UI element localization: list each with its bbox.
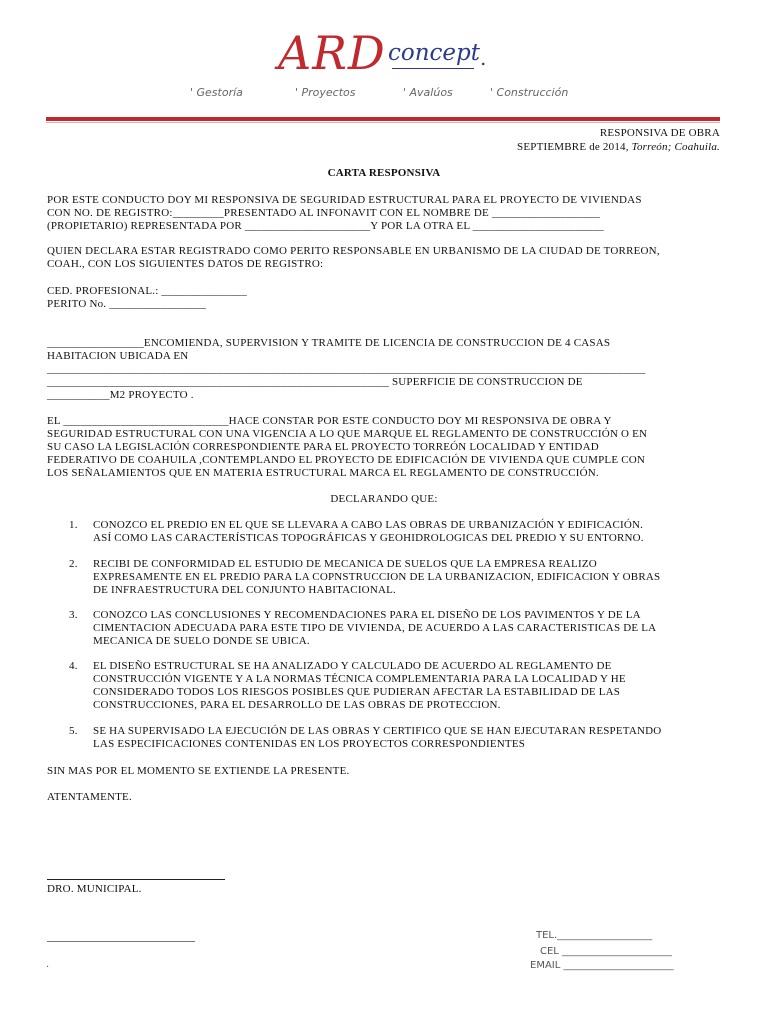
- list-line: EXPRESAMENTE EN EL PREDIO PARA LA COPNSTRUCCION DE LA URBANIZACION, EDIFICACION Y OBRAS: [93, 571, 661, 583]
- constar-line-5: LOS SEÑALAMIENTOS QUE EN MATERIA ESTRUCTURAL MARCA EL REGLAMENTO DE CONSTRUCCIÓN.: [47, 467, 599, 479]
- list-text: [93, 519, 720, 545]
- list-line: CONSTRUCCIONES, PARA EL DESARROLLO DE LAS OBRAS DE PROTECCION.: [93, 699, 501, 711]
- list-line: EL DISEÑO ESTRUCTURAL SE HA ANALIZADO Y CALCULADO DE ACUERDO AL REGLAMENTO DE: [93, 660, 612, 672]
- list-line: CONOZCO EL PREDIO EN EL QUE SE LLEVARA A CABO LAS OBRAS DE URBANIZACIÓN Y EDIFICACIÓN.: [93, 519, 644, 531]
- list-text: [93, 660, 720, 712]
- list-number: 5.: [69, 725, 78, 737]
- footer-email: EMAIL ______________________: [530, 960, 674, 971]
- list-line: CIMENTACION ADECUADA PARA ESTE TIPO DE VIVIENDA, DE ACUERDO A LAS CARACTERISTICAS DE LA: [93, 622, 657, 634]
- list-line: CONOZCO LAS CONCLUSIONES Y RECOMENDACIONES PARA EL DISEÑO DE LOS PAVIMENTOS Y DE LA: [93, 609, 641, 621]
- encomienda-line-1: _________________ENCOMIENDA, SUPERVISION Y TRAMITE DE LICENCIA DE CONSTRUCCION DE 4 CASAS: [47, 337, 611, 349]
- declarando-heading: DECLARANDO QUE:: [330, 493, 438, 505]
- list-line: DE INFRAESTRUCTURA DEL CONJUNTO HABITACIONAL.: [93, 584, 396, 596]
- doc-type: RESPONSIVA DE OBRA: [599, 127, 720, 139]
- service-proyectos: ' Proyectos: [295, 86, 356, 99]
- closing-text: SIN MAS POR EL MOMENTO SE EXTIENDE LA PRESENTE.: [47, 765, 350, 777]
- logo-underline: [392, 68, 474, 69]
- declara-line-2: COAH., CON LOS SIGUIENTES DATOS DE REGISTRO:: [47, 258, 324, 270]
- encomienda-line-3: _________________________________________________________________________________________________________: [47, 363, 646, 375]
- logo-ard: ARD: [278, 26, 386, 80]
- encomienda-line-4: ____________________________________________________________ SUPERFICIE DE CONSTRUCCION DE: [47, 376, 583, 388]
- list-text: [93, 558, 720, 597]
- constar-line-2: SEGURIDAD ESTRUCTURAL CON UNA VIGENCIA A LO QUE MARQUE EL REGLAMENTO DE CONSTRUCCIÓN O EN: [47, 428, 648, 440]
- list-line: MECANICA DE SUELO DONDE SE UBICA.: [93, 635, 310, 647]
- services-bar: [0, 86, 768, 102]
- signature-line: [47, 879, 225, 880]
- service-construccion: ' Construcción: [490, 86, 569, 99]
- footer-tel: TEL.___________________: [536, 930, 653, 941]
- constar-line-4: FEDERATIVO DE COAHUILA ,CONTEMPLANDO EL PROYECTO DE EDIFICACIÓN DE VIVIENDA QUE CUMPLE CON: [47, 454, 646, 466]
- intro-line-2: CON NO. DE REGISTRO:_________PRESENTADO AL INFONAVIT CON EL NOMBRE DE ___________________: [47, 207, 601, 219]
- declara-line-1: QUIEN DECLARA ESTAR REGISTRADO COMO PERITO RESPONSABLE EN URBANISMO DE LA CIUDAD DE TORREON,: [47, 245, 660, 257]
- list-line: ASÍ COMO LAS CARACTERÍSTICAS TOPOGRÁFICAS Y GEOHIDROLOGICAS DEL PREDIO Y SU ENTORNO.: [93, 532, 644, 544]
- list-line: LAS ESPECIFICACIONES CONTENIDAS EN LOS PROYECTOS CORRESPONDIENTES: [93, 738, 526, 750]
- doc-place: Torreón; Coahuila.: [631, 141, 720, 153]
- list-line: RECIBI DE CONFORMIDAD EL ESTUDIO DE MECANICA DE SUELOS QUE LA EMPRESA REALIZO: [93, 558, 597, 570]
- ced-profesional: CED. PROFESIONAL.: _______________: [47, 285, 247, 297]
- encomienda-line-5: ___________M2 PROYECTO .: [47, 389, 194, 401]
- list-number: 1.: [69, 519, 78, 531]
- list-line: CONSIDERADO TODOS LOS RIESGOS POSIBLES QUE PUDIERAN AFECTAR LA ESTABILIDAD DE LAS: [93, 686, 621, 698]
- logo-dot: .: [480, 46, 487, 70]
- doc-date-text: SEPTIEMBRE de 2014,: [517, 141, 632, 153]
- constar-line-3: SU CASO LA LEGISLACIÓN CORRESPONDIENTE PARA EL PROYECTO TORREÓN LOCALIDAD Y ENTIDAD: [47, 441, 599, 453]
- list-text: [93, 609, 720, 648]
- intro-line-1: POR ESTE CONDUCTO DOY MI RESPONSIVA DE SEGURIDAD ESTRUCTURAL PARA EL PROYECTO DE VIVIENDAS: [47, 194, 642, 206]
- list-number: 3.: [69, 609, 78, 621]
- footer-dot: .: [46, 959, 50, 970]
- list-text: [93, 725, 720, 751]
- signature-title: DRO. MUNICIPAL.: [47, 883, 142, 895]
- service-gestoria: ' Gestoría: [190, 86, 243, 99]
- footer-line-left: [47, 941, 195, 942]
- list-line: SE HA SUPERVISADO LA EJECUCIÓN DE LAS OBRAS Y CERTIFICO QUE SE HAN EJECUTARAN RESPETANDO: [93, 725, 662, 737]
- header-rule: [46, 117, 720, 121]
- doc-date: [517, 141, 720, 154]
- perito-no: PERITO No. _________________: [47, 298, 207, 310]
- list-number: 2.: [69, 558, 78, 570]
- service-avaluos: ' Avalúos: [403, 86, 453, 99]
- header-rule-shadow: [46, 122, 720, 123]
- encomienda-line-2: HABITACION UBICADA EN: [47, 350, 189, 362]
- page-title: CARTA RESPONSIVA: [327, 167, 441, 179]
- list-line: CONSTRUCCIÓN VIGENTE Y A LA NORMAS TÉCNICA COMPLEMENTARIA PARA LA LOCALIDAD Y HE: [93, 673, 626, 685]
- list-number: 4.: [69, 660, 78, 672]
- intro-line-3: (PROPIETARIO) REPRESENTADA POR ______________________Y POR LA OTRA EL _______________________: [47, 220, 604, 232]
- constar-line-1: EL _____________________________HACE CONSTAR POR ESTE CONDUCTO DOY MI RESPONSIVA DE OBRA Y: [47, 415, 612, 427]
- atentamente: ATENTAMENTE.: [47, 791, 132, 803]
- logo-concept: concept: [388, 40, 480, 66]
- footer-cel: CEL ______________________: [540, 946, 673, 957]
